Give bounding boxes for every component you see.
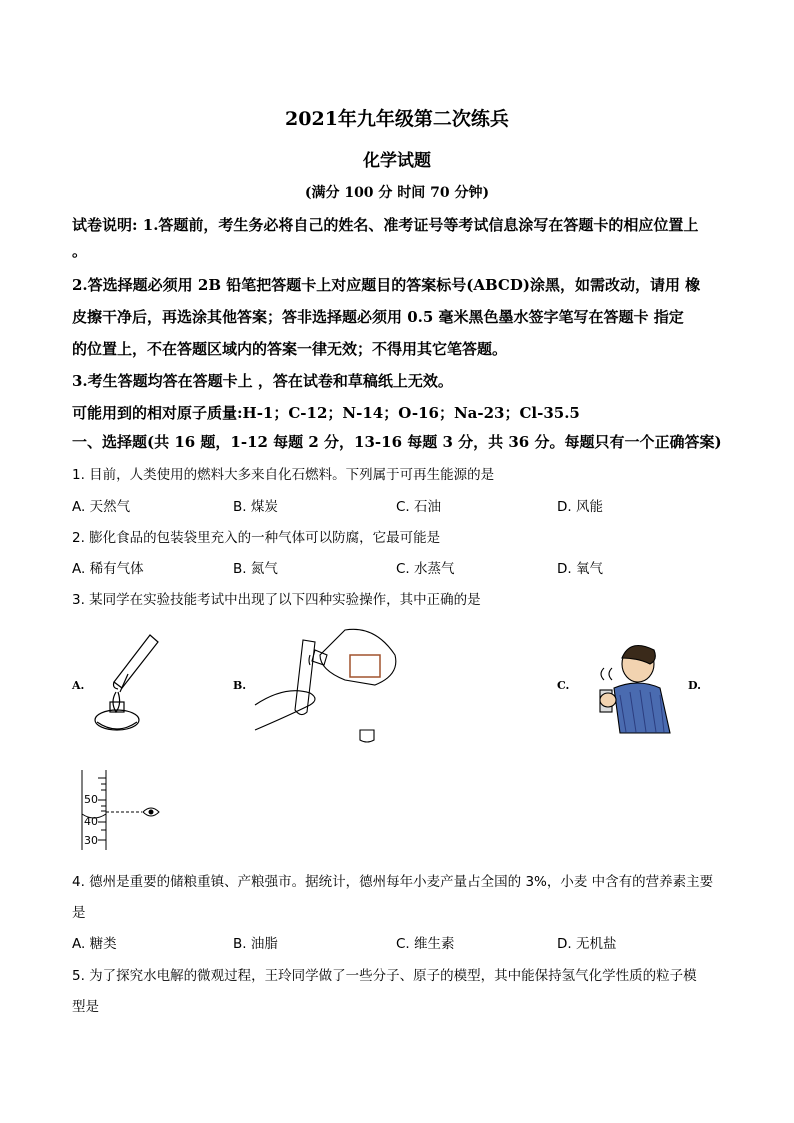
q1-option-b: B. 煤炭	[233, 499, 278, 515]
question-1-stem: 1. 目前，人类使用的燃料大多来自化石燃料。下列属于可再生能源的是	[72, 467, 495, 483]
eye-icon	[142, 805, 160, 819]
section-heading: 一、选择题(共 16 题，1-12 每题 2 分，13-16 每题 3 分，共 36 分。每题只有一个正确答案)	[72, 433, 722, 451]
instruction-line-3: 3.考生答题均答在答题卡上 ，答在试卷和草稿纸上无效。	[72, 372, 453, 390]
q2-option-a: A. 稀有气体	[72, 561, 144, 577]
cylinder-tick-30: 30	[84, 834, 98, 847]
q1-option-a: A. 天然气	[72, 499, 131, 515]
q1-option-d: D. 风能	[557, 499, 603, 515]
instruction-line-2b: 皮擦干净后，再选涂其他答案；答非选择题必须用 0.5 毫米黑色墨水签字笔写在答题卡 指定	[72, 308, 684, 326]
q2-option-b: B. 氮气	[233, 561, 278, 577]
cylinder-tick-50: 50	[84, 793, 98, 806]
instruction-line-1-tail: 。	[72, 242, 88, 260]
q3-option-a-label: A.	[72, 679, 85, 692]
smelling-gas-icon	[590, 640, 675, 735]
alcohol-lamp-heating-icon	[90, 630, 170, 740]
q4-option-d: D. 无机盐	[557, 936, 617, 952]
atomic-masses: 可能用到的相对原子质量:H-1；C-12；N-14；O-16；Na-23；Cl-35.5	[72, 404, 580, 422]
cylinder-tick-40: 40	[84, 815, 98, 828]
q3-option-b-label: B.	[233, 679, 247, 692]
question-5-stem-tail: 型是	[72, 999, 99, 1015]
q3-option-c-label: C.	[557, 679, 570, 692]
instruction-line-2c: 的位置上，不在答题区域内的答案一律无效；不得用其它笔答题。	[72, 340, 508, 358]
question-4-stem-tail: 是	[72, 905, 86, 921]
instruction-line-2a: 2.答选择题必须用 2B 铅笔把答题卡上对应题目的答案标号(ABCD)涂黑，如需改动，请用 橡	[72, 276, 701, 294]
q2-option-c: C. 水蒸气	[396, 561, 455, 577]
page-title: 2021年九年级第二次练兵	[285, 108, 509, 130]
q4-option-a: A. 糖类	[72, 936, 117, 952]
question-3-stem: 3. 某同学在实验技能考试中出现了以下四种实验操作，其中正确的是	[72, 592, 481, 608]
q1-option-c: C. 石油	[396, 499, 442, 515]
subject-title: 化学试题	[363, 151, 431, 171]
pouring-liquid-icon	[255, 625, 405, 750]
q3-option-d-label: D.	[688, 679, 701, 692]
q2-option-d: D. 氧气	[557, 561, 603, 577]
question-5-stem: 5. 为了探究水电解的微观过程，王玲同学做了一些分子、原子的模型，其中能保持氢气化学性质的粒子模	[72, 968, 697, 984]
question-2-stem: 2. 膨化食品的包装袋里充入的一种气体可以防腐，它最可能是	[72, 530, 441, 546]
question-4-stem: 4. 德州是重要的储粮重镇、产粮强市。据统计，德州每年小麦产量占全国的 3%，小麦 中含有的营养素主要	[72, 874, 714, 890]
q4-option-b: B. 油脂	[233, 936, 278, 952]
instruction-line-1: 试卷说明: 1.答题前，考生务必将自己的姓名、准考证号等考试信息涂写在答题卡的相应位置上	[72, 216, 699, 234]
q4-option-c: C. 维生素	[396, 936, 455, 952]
exam-meta: (满分 100 分 时间 70 分钟)	[304, 185, 490, 201]
